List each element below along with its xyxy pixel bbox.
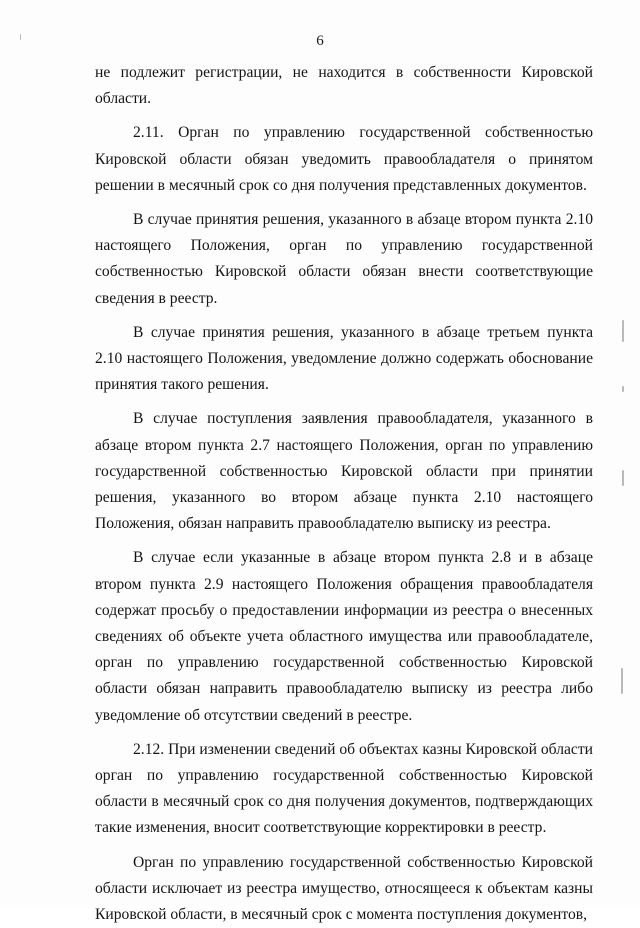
document-body bbox=[95, 60, 593, 928]
scan-mark bbox=[622, 320, 624, 342]
scan-mark bbox=[622, 386, 624, 392]
paragraph-2-12: 2.12. При изменении сведений об объектах казны Кировской области орган по управлению государственной собственностью Кировской области в месячный срок со дня получения документов, подтверждающих такие изменения, вносит соответствующие корректировки в реестр. bbox=[95, 740, 593, 837]
paragraph-exclusion: Орган по управлению государственной собственностью Кировской области исключает из реестра имущество, относящееся к объектам казны Кировской области, в месячный срок с момента поступления документов, bbox=[95, 853, 593, 924]
paragraph-decision-second-abzats: В случае принятия решения, указанного в абзаце втором пункта 2.10 настоящего Положения, орган по управлению государственной собственностью Кировской области обязан внести соответствующие сведения в реестр. bbox=[95, 211, 593, 307]
scan-mark bbox=[621, 668, 623, 694]
scan-mark bbox=[20, 34, 21, 40]
page-number: 6 bbox=[316, 33, 324, 49]
scan-mark bbox=[622, 470, 624, 486]
paragraph-requests-2-8-2-9: В случае если указанные в абзаце втором пункта 2.8 и в абзаце втором пункта 2.9 настоящего Положения обращения правообладателя содержат просьбу о предоставлении информации из реестра о внесенных сведениях об объекте учета областного имущества или правообладателе, орган по управлению государственной собственностью Кировской области обязан направить правообладателю выписку из реестра либо уведомление об отсутствии сведений в реестре. bbox=[95, 549, 593, 724]
paragraph-decision-third-abzats: В случае принятия решения, указанного в абзаце третьем пункта 2.10 настоящего Положения, уведомление должно содержать обоснование принятия такого решения. bbox=[95, 323, 593, 394]
paragraph-2-11: 2.11. Орган по управлению государственной собственностью Кировской области обязан уведомить правообладателя о принятом решении в месячный срок со дня получения представленных документов. bbox=[95, 124, 593, 194]
paragraph-application-2-7: В случае поступления заявления правообладателя, указанного в абзаце втором пункта 2.7 настоящего Положения, орган по управлению государственной собственностью Кировской области при принятии решения, указанного во втором абзаце пункта 2.10 настоящего Положения, обязан направить правообладателю выписку из реестра. bbox=[95, 410, 593, 533]
paragraph-continuation: не подлежит регистрации, не находится в собственности Кировской области. bbox=[95, 64, 593, 108]
